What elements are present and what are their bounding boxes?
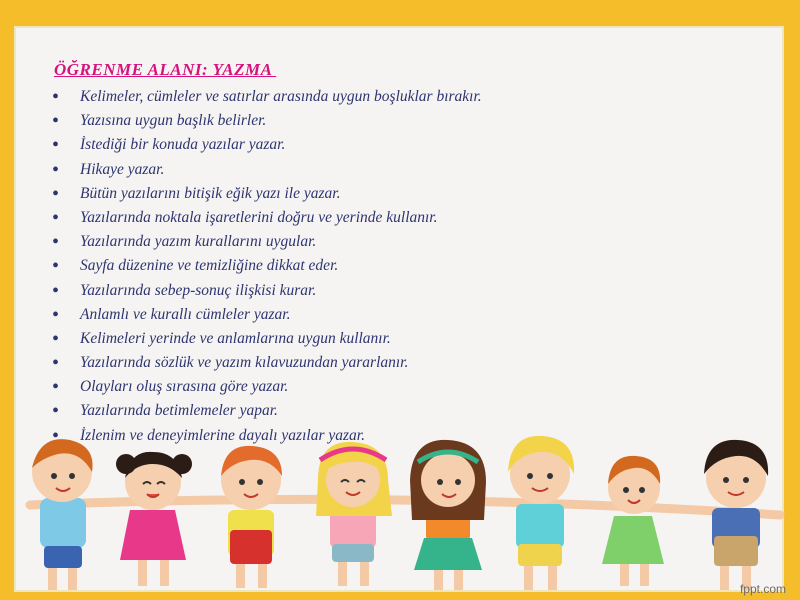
slide-title: ÖĞRENME ALANI: YAZMA: [54, 60, 277, 79]
child-figure: [704, 440, 768, 590]
list-item: • Yazılarında noktala işaretlerini doğru ve yerinde kullanır.: [52, 206, 482, 230]
list-item: • Yazılarında sözlük ve yazım kılavuzundan yararlanır.: [52, 351, 482, 375]
watermark-text: fppt.com: [739, 582, 786, 596]
list-item: • Anlamlı ve kurallı cümleler yazar.: [52, 303, 482, 327]
list-item: • Yazısına uygun başlık belirler.: [52, 109, 482, 133]
child-figure: [221, 446, 282, 588]
list-item: • İstediği bir konuda yazılar yazar.: [52, 133, 482, 157]
child-figure: [602, 456, 664, 586]
list-item: • Sayfa düzenine ve temizliğine dikkat eder.: [52, 254, 482, 278]
child-figure: [508, 436, 574, 590]
children-illustration: [0, 420, 800, 600]
list-item: • İzlenim ve deneyimlerine dayalı yazılar yazar.: [52, 424, 482, 448]
objective-list: [52, 85, 482, 448]
child-figure: [116, 452, 192, 586]
list-item: • Yazılarında yazım kurallarını uygular.: [52, 230, 482, 254]
list-item: • Hikaye yazar.: [52, 158, 482, 182]
list-item: • Bütün yazılarını bitişik eğik yazı ile yazar.: [52, 182, 482, 206]
list-item: • Olayları oluş sırasına göre yazar.: [52, 375, 482, 399]
list-item: • Kelimeler, cümleler ve satırlar arasında uygun boşluklar bırakır.: [52, 85, 482, 109]
child-figure: [32, 439, 93, 590]
list-item: • Yazılarında betimlemeler yapar.: [52, 399, 482, 423]
child-figure: [316, 442, 392, 586]
list-item: • Kelimeleri yerinde ve anlamlarına uygun kullanır.: [52, 327, 482, 351]
child-figure: [410, 440, 486, 590]
list-item: • Yazılarında sebep-sonuç ilişkisi kurar.: [52, 279, 482, 303]
